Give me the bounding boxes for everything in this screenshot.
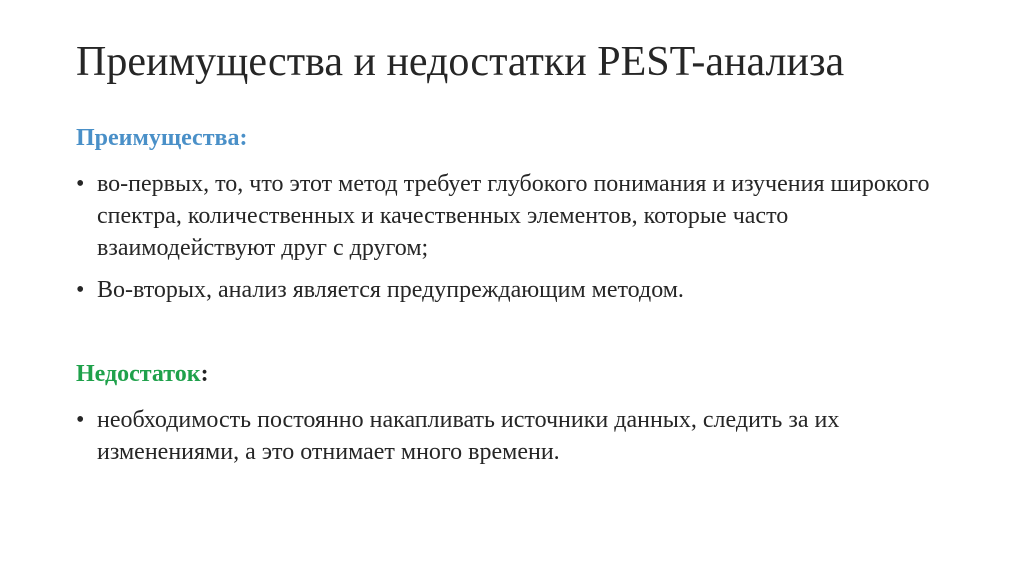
slide-title: Преимущества и недостатки PEST-анализа xyxy=(76,39,845,85)
disadvantage-text-1: необходимость постоянно накапливать источники данных, следить за их изменениями, а это отнимает много времени. xyxy=(97,407,840,465)
list-item xyxy=(76,274,956,306)
advantages-heading: Преимущества: xyxy=(76,125,248,151)
disadvantages-heading xyxy=(76,360,209,389)
bullet-icon: • xyxy=(76,407,85,433)
bullet-icon: • xyxy=(76,277,85,303)
disadvantages-list xyxy=(76,404,956,478)
bullet-icon: • xyxy=(76,171,85,197)
list-item xyxy=(76,404,956,468)
list-item xyxy=(76,168,956,264)
disadvantages-heading-colon: : xyxy=(200,361,209,387)
disadvantages-heading-text: Недостаток xyxy=(76,361,201,387)
advantage-text-1: во-первых, то, что этот метод требует глубокого понимания и изучения широкого спектра, количественных и качественных элементов, которые часто взаимодействуют друг с другом; xyxy=(97,171,930,261)
advantages-list xyxy=(76,168,956,316)
advantage-text-2: Во-вторых, анализ является предупреждающим методом. xyxy=(97,277,684,303)
